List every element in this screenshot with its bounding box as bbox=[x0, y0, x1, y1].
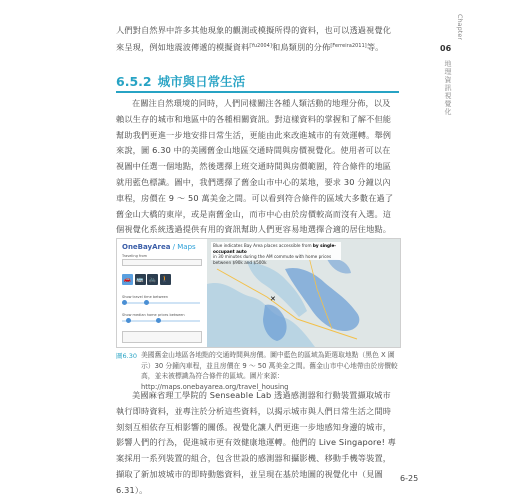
svg-text:✕: ✕ bbox=[270, 295, 276, 303]
section-title: 城市與日常生活 bbox=[157, 74, 246, 89]
traveling-from-label: Traveling from bbox=[122, 254, 148, 258]
bus-mode-button[interactable]: 🚌 bbox=[136, 276, 144, 283]
intro-paragraph bbox=[116, 23, 398, 56]
chapter-title: 地理資訊視覺化 bbox=[444, 60, 452, 116]
slider-knob[interactable] bbox=[122, 300, 127, 305]
chapter-label: Chapter bbox=[456, 14, 464, 40]
walk-mode-button[interactable]: 🚶 bbox=[161, 276, 169, 283]
slider-knob[interactable] bbox=[156, 318, 161, 323]
travel-time-slider[interactable] bbox=[122, 302, 200, 304]
section-number: 6.5.2 bbox=[116, 74, 152, 89]
banner-line-2: in 30 minutes during the AM commute with home prices between $90k bbox=[213, 254, 332, 265]
section-divider bbox=[116, 91, 399, 93]
closing-paragraph: 美國麻省理工學院的 Senseable Lab 透過感測器和行動裝置擷取城市執行即時資料，並專注於分析這些資料，以揭示城市與人們日常生活之間時刻刻互相依存互相影響的關係。視覺化讓人們更進一步地感知身邊的城市，影響人們的行為，促進城市更有效健康地運轉。他們的 Live Singapore! 專案採用一系列裝置的組合，包含世設的感測器和攝影機、移動手機等裝置，擷取了新加坡城市的即時動態資料，並呈現在基於地圖的視覺化中（見圖 6.31）。 bbox=[116, 390, 397, 495]
figure-number: 圖6.30 bbox=[116, 352, 137, 360]
control-panel bbox=[117, 239, 207, 347]
banner-line-1: Blue indicates Bay Area places accessible from bbox=[213, 243, 312, 248]
car-mode-button[interactable]: 🚗 bbox=[123, 276, 132, 283]
chapter-number: 06 bbox=[440, 44, 452, 53]
home-price-slider[interactable] bbox=[122, 320, 200, 322]
legend-box bbox=[122, 331, 202, 343]
travel-time-label: Show travel time between bbox=[122, 295, 168, 299]
logo-sub: / Maps bbox=[170, 243, 196, 251]
slider-knob[interactable] bbox=[126, 318, 131, 323]
citation-yu2004: [Yu2004] bbox=[249, 43, 272, 49]
page-number: 6-25 bbox=[400, 474, 419, 483]
onebayarea-logo bbox=[122, 243, 196, 251]
figure-caption: 美國舊金山地區各地點的交通時間與房價。圖中藍色的區域為距選取地點（黑色 X 圖示）30 分鐘內車程，並且房價在 9 ～ 50 萬美金之間。舊金山市中心地帶由於房價較高，並未被標識為符合條件的區域。圖片來源：http://maps.onebayarea.org/travel_housing bbox=[141, 351, 398, 391]
citation-ferreira2011: [Ferreira2011] bbox=[330, 43, 367, 49]
banner-highlight: by single-occupant auto bbox=[213, 243, 337, 254]
bay-area-map[interactable] bbox=[207, 239, 400, 347]
banner-line-3: and $500k bbox=[244, 259, 267, 265]
slider-knob[interactable] bbox=[144, 300, 149, 305]
home-price-label: Show median home prices between bbox=[122, 313, 185, 317]
bike-mode-button[interactable]: 🚲 bbox=[148, 276, 157, 283]
traveling-from-input[interactable] bbox=[122, 259, 202, 266]
figure-screenshot bbox=[116, 238, 401, 348]
body-paragraph: 在關注自然環境的同時，人們同樣關注各種人類活動的地理分佈，以及賴以生存的城市和地區中的各種相關資訊。對這樣資料的掌握和了解不但能幫助我們更進一步地安排日常生活，更能由此來改進城市的有效運轉。舉例來說，圖 6.30 中的美國舊金山地區交通時間與房價視覺化。使用者可以在視圖中任選一個地點，然後選擇上班交通時間與房價範圍，符合條件的地區就用藍色標識。圖中，我們選擇了舊金山市中心的某地，要求 30 分鐘以內車程，房價在 9 ～ 50 萬美金之間。可以看到符合條件的區域大多數在過了舊金山大橋的東岸，或是南舊金山，而市中心由於房價較高而沒有入選。這個視覺化系統透過提供有用的資訊幫助人們更容易地選擇合適的居住地點。 bbox=[116, 98, 394, 235]
travel-mode-buttons bbox=[122, 274, 171, 285]
map-info-banner bbox=[211, 242, 341, 265]
intro-text-a: 人們對自然界中許多其他現象的觀測或模擬所得的資料，也可以透過視覺化來呈現，例如地震波傳遞的模擬資料 bbox=[116, 25, 392, 52]
intro-text-b: 和鳥類別的分佈 bbox=[271, 41, 331, 52]
logo-main: OneBayArea bbox=[122, 243, 171, 251]
section-heading bbox=[116, 72, 245, 90]
intro-text-c: 等。 bbox=[366, 41, 384, 52]
